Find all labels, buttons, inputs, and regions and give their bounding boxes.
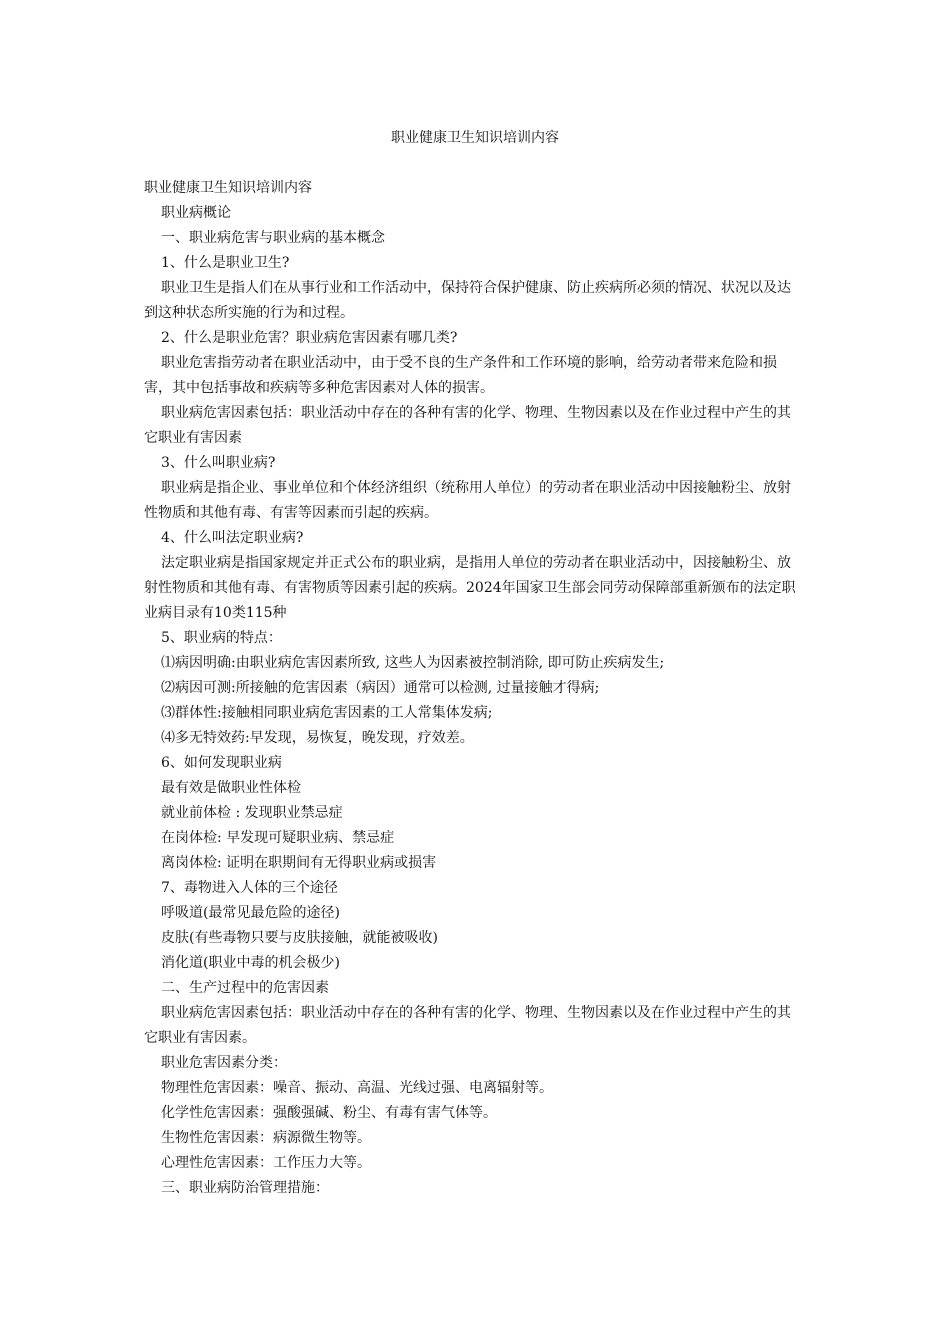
paragraph: 7、毒物进入人体的三个途径 [161, 880, 338, 896]
paragraph: ⑷多无特效药:早发现，易恢复，晚发现，疗效差。 [161, 730, 474, 746]
paragraph: 2、什么是职业危害？职业病危害因素有哪几类? [161, 330, 458, 346]
paragraph: 三、职业病防治管理措施： [161, 1180, 329, 1196]
paragraph: 职业病概论 [161, 205, 231, 221]
paragraph: 职业病危害因素包括：职业活动中存在的各种有害的化学、物理、生物因素以及在作业过程中产生的其它职业有害因素 [144, 405, 791, 446]
paragraph: 职业危害因素分类： [161, 1055, 287, 1071]
paragraph: 离岗体检: 证明在职期间有无得职业病或损害 [161, 855, 437, 871]
paragraph: 5、职业病的特点： [161, 630, 282, 646]
paragraph: 职业病是指企业、事业单位和个体经济组织（统称用人单位）的劳动者在职业活动中因接触粉尘、放射性物质和其他有毒、有害等因素而引起的疾病。 [144, 480, 791, 521]
paragraph: 心理性危害因素：工作压力大等。 [161, 1155, 371, 1171]
paragraph: 职业病危害因素包括：职业活动中存在的各种有害的化学、物理、生物因素以及在作业过程中产生的其它职业有害因素。 [144, 1005, 791, 1046]
paragraph: 物理性危害因素：噪音、振动、高温、光线过强、电离辐射等。 [161, 1080, 553, 1096]
paragraph: 皮肤(有些毒物只要与皮肤接触，就能被吸收) [161, 930, 438, 946]
paragraph: ⑶群体性:接触相同职业病危害因素的工人常集体发病; [161, 705, 493, 721]
paragraph: 法定职业病是指国家规定并正式公布的职业病，是指用人单位的劳动者在职业活动中，因接触粉尘、放射性物质和其他有毒、有害物质等因素引起的疾病。2024年国家卫生部会同劳动保障部重新颁布的法定职业病目录有10类115种 [144, 555, 796, 621]
paragraph: 生物性危害因素：病源微生物等。 [161, 1130, 371, 1146]
document-body [144, 176, 804, 1201]
paragraph: 最有效是做职业性体检 [161, 780, 301, 796]
paragraph: 职业健康卫生知识培训内容 [144, 180, 312, 196]
paragraph: ⑴病因明确:由职业病危害因素所致, 这些人为因素被控制消除, 即可防止疾病发生; [161, 655, 665, 671]
paragraph: 在岗体检: 早发现可疑职业病、禁忌症 [161, 830, 395, 846]
paragraph: 呼吸道(最常见最危险的途径) [161, 905, 340, 921]
paragraph: 二、生产过程中的危害因素 [161, 980, 329, 996]
paragraph: 一、职业病危害与职业病的基本概念 [161, 230, 385, 246]
paragraph: 3、什么叫职业病? [161, 455, 276, 471]
paragraph: 职业危害指劳动者在职业活动中，由于受不良的生产条件和工作环境的影响，给劳动者带来危险和损害，其中包括事故和疾病等多种危害因素对人体的损害。 [144, 355, 777, 396]
paragraph: 消化道(职业中毒的机会极少) [161, 955, 340, 971]
paragraph: 化学性危害因素：强酸强碱、粉尘、有毒有害气体等。 [161, 1105, 497, 1121]
paragraph: 就业前体检 : 发现职业禁忌症 [161, 805, 343, 821]
paragraph: 职业卫生是指人们在从事行业和工作活动中，保持符合保护健康、防止疾病所必须的情况、状况以及达到这种状态所实施的行为和过程。 [144, 280, 791, 321]
page-title: 职业健康卫生知识培训内容 [391, 130, 559, 146]
paragraph: ⑵病因可测:所接触的危害因素（病因）通常可以检测, 过量接触才得病; [161, 680, 600, 696]
paragraph: 6、如何发现职业病 [161, 755, 282, 771]
paragraph: 1、什么是职业卫生? [161, 255, 290, 271]
paragraph: 4、什么叫法定职业病? [161, 530, 304, 546]
